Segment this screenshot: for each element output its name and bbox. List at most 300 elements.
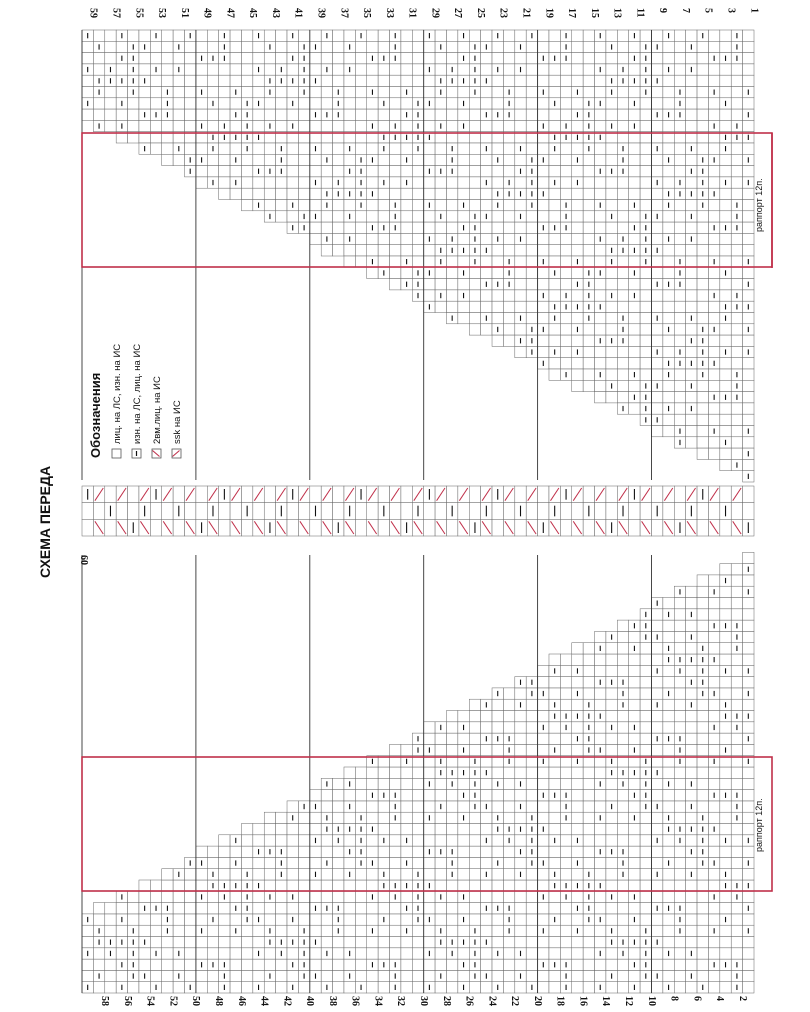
stitch-cell <box>595 41 606 52</box>
stitch-cell <box>538 733 549 744</box>
stitch-cell <box>173 75 184 86</box>
stitch-cell <box>651 914 662 925</box>
row-number-even: 10 <box>645 996 657 1006</box>
stitch-cell <box>344 109 355 120</box>
stitch-cell <box>606 324 617 335</box>
stitch-cell <box>344 857 355 868</box>
stitch-cell <box>538 846 549 857</box>
stitch-cell <box>606 914 617 925</box>
stitch-cell <box>720 188 731 199</box>
stitch-cell <box>549 903 560 914</box>
stitch-cell <box>617 959 628 970</box>
stitch-cell <box>674 380 685 391</box>
stitch-cell <box>560 733 571 744</box>
stitch-cell <box>526 313 537 324</box>
stitch-cell <box>321 177 332 188</box>
stitch-cell <box>241 188 252 199</box>
stitch-cell <box>651 188 662 199</box>
stitch-cell <box>321 937 332 948</box>
stitch-cell <box>651 677 662 688</box>
stitch-cell <box>515 925 526 936</box>
row-number-odd: 9 <box>657 8 669 13</box>
stitch-cell <box>640 903 651 914</box>
stitch-cell <box>367 869 378 880</box>
stitch-cell <box>731 869 742 880</box>
stitch-cell <box>731 426 742 437</box>
stitch-cell <box>629 665 640 676</box>
stitch-cell <box>458 154 469 165</box>
stitch-cell <box>105 109 116 120</box>
stitch-cell <box>458 166 469 177</box>
stitch-cell <box>230 98 241 109</box>
stitch-cell <box>401 30 412 41</box>
stitch-cell <box>697 437 708 448</box>
stitch-cell <box>333 970 344 981</box>
row-number-even: 48 <box>213 996 224 1006</box>
stitch-cell <box>572 143 583 154</box>
stitch-cell <box>640 711 651 722</box>
stitch-cell <box>355 41 366 52</box>
stitch-cell <box>583 688 594 699</box>
stitch-cell <box>207 154 218 165</box>
stitch-cell <box>617 369 628 380</box>
stitch-cell <box>412 166 423 177</box>
stitch-cell <box>219 903 230 914</box>
stitch-cell <box>264 880 275 891</box>
stitch-cell <box>435 301 446 312</box>
stitch-cell <box>424 256 435 267</box>
stitch-cell <box>469 846 480 857</box>
stitch-cell <box>606 835 617 846</box>
stitch-cell <box>378 970 389 981</box>
stitch-cell <box>469 744 480 755</box>
stitch-cell <box>196 970 207 981</box>
stitch-cell <box>344 835 355 846</box>
stitch-cell <box>253 937 264 948</box>
stitch-cell <box>287 154 298 165</box>
stitch-cell <box>424 790 435 801</box>
stitch-cell <box>378 937 389 948</box>
stitch-cell <box>355 222 366 233</box>
stitch-cell <box>640 869 651 880</box>
stitch-cell <box>344 177 355 188</box>
stitch-cell <box>367 778 378 789</box>
stitch-cell <box>583 790 594 801</box>
stitch-cell <box>560 313 571 324</box>
stitch-cell <box>378 801 389 812</box>
stitch-cell <box>674 699 685 710</box>
stitch-cell <box>595 87 606 98</box>
stitch-cell <box>503 880 514 891</box>
stitch-cell <box>412 200 423 211</box>
stitch-cell <box>469 699 480 710</box>
stitch-cell <box>731 177 742 188</box>
row-number-even: 12 <box>623 996 634 1006</box>
stitch-cell <box>355 925 366 936</box>
stitch-cell <box>333 891 344 902</box>
stitch-cell <box>640 346 651 357</box>
stitch-cell <box>731 654 742 665</box>
stitch-cell <box>367 767 378 778</box>
stitch-cell <box>640 200 651 211</box>
stitch-cell <box>458 177 469 188</box>
stitch-cell <box>674 369 685 380</box>
stitch-cell <box>526 267 537 278</box>
stitch-cell <box>344 812 355 823</box>
stitch-cell <box>185 87 196 98</box>
stitch-cell <box>230 64 241 75</box>
stitch-cell <box>401 824 412 835</box>
stitch-cell <box>560 744 571 755</box>
legend-title: Обозначения <box>88 372 103 458</box>
stitch-cell <box>446 744 457 755</box>
stitch-cell <box>595 324 606 335</box>
stitch-cell <box>720 448 731 459</box>
stitch-cell <box>378 824 389 835</box>
strip-cell <box>674 486 685 503</box>
stitch-cell <box>731 903 742 914</box>
stitch-cell <box>253 835 264 846</box>
stitch-cell <box>276 891 287 902</box>
stitch-cell <box>549 654 560 665</box>
stitch-cell <box>674 154 685 165</box>
stitch-cell <box>150 120 161 131</box>
stitch-cell <box>549 256 560 267</box>
stitch-cell <box>572 654 583 665</box>
stitch-cell <box>515 154 526 165</box>
stitch-cell <box>583 846 594 857</box>
stitch-cell <box>697 109 708 120</box>
stitch-cell <box>560 824 571 835</box>
strip-cell <box>264 503 275 520</box>
stitch-cell <box>264 154 275 165</box>
stitch-cell <box>276 959 287 970</box>
stitch-cell <box>720 120 731 131</box>
stitch-cell <box>640 688 651 699</box>
stitch-cell <box>446 211 457 222</box>
stitch-cell <box>743 801 754 812</box>
stitch-cell <box>253 109 264 120</box>
stitch-cell <box>640 267 651 278</box>
stitch-cell <box>321 53 332 64</box>
stitch-cell <box>606 188 617 199</box>
stitch-cell <box>264 177 275 188</box>
stitch-cell <box>629 188 640 199</box>
stitch-cell <box>435 109 446 120</box>
stitch-cell <box>253 824 264 835</box>
stitch-cell <box>697 143 708 154</box>
stitch-cell <box>572 778 583 789</box>
stitch-cell <box>321 914 332 925</box>
stitch-cell <box>617 801 628 812</box>
stitch-cell <box>355 64 366 75</box>
stitch-cell <box>686 98 697 109</box>
row-number-even: 28 <box>440 996 452 1006</box>
stitch-cell <box>606 744 617 755</box>
stitch-cell <box>367 30 378 41</box>
stitch-cell <box>572 948 583 959</box>
stitch-cell <box>743 948 754 959</box>
stitch-cell <box>469 835 480 846</box>
stitch-cell <box>606 98 617 109</box>
stitch-cell <box>572 64 583 75</box>
stitch-cell <box>686 598 697 609</box>
stitch-cell <box>595 857 606 868</box>
stitch-cell <box>708 609 719 620</box>
stitch-cell <box>458 948 469 959</box>
stitch-cell <box>139 959 150 970</box>
stitch-cell <box>720 982 731 993</box>
stitch-cell <box>310 824 321 835</box>
stitch-cell <box>412 857 423 868</box>
stitch-cell <box>333 154 344 165</box>
stitch-cell <box>674 948 685 959</box>
stitch-cell <box>697 722 708 733</box>
stitch-cell <box>458 711 469 722</box>
stitch-cell <box>731 677 742 688</box>
stitch-cell <box>651 301 662 312</box>
stitch-cell <box>412 30 423 41</box>
stitch-cell <box>583 335 594 346</box>
stitch-cell <box>674 631 685 642</box>
stitch-cell <box>663 620 674 631</box>
stitch-cell <box>333 75 344 86</box>
stitch-cell <box>583 211 594 222</box>
stitch-cell <box>538 200 549 211</box>
stitch-cell <box>390 154 401 165</box>
stitch-cell <box>686 903 697 914</box>
stitch-cell <box>515 177 526 188</box>
strip-cell <box>241 486 252 503</box>
strip-cell <box>583 519 594 536</box>
stitch-cell <box>651 620 662 631</box>
stitch-cell <box>595 959 606 970</box>
stitch-cell <box>492 41 503 52</box>
stitch-cell <box>207 87 218 98</box>
stitch-cell <box>743 552 754 563</box>
stitch-cell <box>743 403 754 414</box>
strip-cell <box>538 486 549 503</box>
stitch-cell <box>503 857 514 868</box>
stitch-cell <box>686 790 697 801</box>
stitch-cell <box>549 925 560 936</box>
stitch-cell <box>617 631 628 642</box>
stitch-cell <box>355 880 366 891</box>
stitch-cell <box>310 959 321 970</box>
stitch-cell <box>708 665 719 676</box>
stitch-cell <box>686 880 697 891</box>
row-number-even: 34 <box>372 996 384 1006</box>
stitch-cell <box>424 177 435 188</box>
stitch-cell <box>287 903 298 914</box>
stitch-cell <box>82 53 93 64</box>
stitch-cell <box>674 313 685 324</box>
stitch-cell <box>276 824 287 835</box>
stitch-cell <box>503 53 514 64</box>
stitch-cell <box>572 200 583 211</box>
stitch-cell <box>333 53 344 64</box>
stitch-cell <box>731 857 742 868</box>
stitch-cell <box>424 120 435 131</box>
stitch-cell <box>720 722 731 733</box>
stitch-cell <box>412 767 423 778</box>
stitch-cell <box>686 767 697 778</box>
stitch-cell <box>572 970 583 981</box>
stitch-cell <box>640 313 651 324</box>
stitch-cell <box>321 891 332 902</box>
stitch-cell <box>401 869 412 880</box>
stitch-cell <box>355 767 366 778</box>
stitch-cell <box>355 869 366 880</box>
stitch-cell <box>674 767 685 778</box>
stitch-cell <box>640 812 651 823</box>
stitch-cell <box>82 109 93 120</box>
stitch-cell <box>617 891 628 902</box>
stitch-cell <box>390 109 401 120</box>
stitch-cell <box>264 109 275 120</box>
stitch-cell <box>424 869 435 880</box>
stitch-cell <box>663 801 674 812</box>
stitch-cell <box>674 301 685 312</box>
row-number-odd: 45 <box>247 8 259 18</box>
stitch-cell <box>663 665 674 676</box>
stitch-cell <box>469 120 480 131</box>
stitch-cell <box>139 120 150 131</box>
stitch-cell <box>378 154 389 165</box>
stitch-cell <box>333 120 344 131</box>
stitch-cell <box>606 301 617 312</box>
stitch-cell <box>708 414 719 425</box>
stitch-cell <box>595 346 606 357</box>
stitch-cell <box>538 914 549 925</box>
strip-cell <box>560 503 571 520</box>
stitch-cell <box>708 970 719 981</box>
stitch-cell <box>743 824 754 835</box>
stitch-cell <box>663 346 674 357</box>
stitch-cell <box>697 120 708 131</box>
stitch-cell <box>503 959 514 970</box>
stitch-cell <box>708 75 719 86</box>
stitch-cell <box>708 403 719 414</box>
stitch-cell <box>663 41 674 52</box>
stitch-cell <box>708 598 719 609</box>
stitch-cell <box>640 358 651 369</box>
stitch-cell <box>276 30 287 41</box>
stitch-cell <box>390 143 401 154</box>
stitch-cell <box>538 211 549 222</box>
stitch-cell <box>663 722 674 733</box>
stitch-cell <box>708 744 719 755</box>
stitch-cell <box>674 143 685 154</box>
stitch-cell <box>424 970 435 981</box>
stitch-cell <box>651 711 662 722</box>
stitch-cell <box>629 64 640 75</box>
stitch-cell <box>674 790 685 801</box>
stitch-cell <box>606 346 617 357</box>
stitch-cell <box>595 925 606 936</box>
stitch-cell <box>743 166 754 177</box>
stitch-cell <box>503 688 514 699</box>
stitch-cell <box>481 824 492 835</box>
stitch-cell <box>526 699 537 710</box>
stitch-cell <box>367 75 378 86</box>
stitch-cell <box>196 846 207 857</box>
stitch-cell <box>606 824 617 835</box>
stitch-cell <box>674 982 685 993</box>
stitch-cell <box>686 982 697 993</box>
stitch-cell <box>481 711 492 722</box>
stitch-cell <box>720 256 731 267</box>
stitch-cell <box>503 699 514 710</box>
stitch-cell <box>401 245 412 256</box>
stitch-cell <box>253 120 264 131</box>
stitch-cell <box>743 369 754 380</box>
row-number-even: 6 <box>691 996 703 1001</box>
stitch-cell <box>743 41 754 52</box>
stitch-cell <box>241 64 252 75</box>
row-number-even: 4 <box>714 996 726 1001</box>
stitch-cell <box>526 778 537 789</box>
strip-cell <box>629 503 640 520</box>
stitch-cell <box>595 120 606 131</box>
stitch-cell <box>708 778 719 789</box>
stitch-cell <box>583 801 594 812</box>
stitch-cell <box>344 982 355 993</box>
stitch-cell <box>412 154 423 165</box>
strip-cell <box>526 503 537 520</box>
stitch-cell <box>481 98 492 109</box>
stitch-cell <box>743 358 754 369</box>
stitch-cell <box>492 711 503 722</box>
stitch-cell <box>230 30 241 41</box>
strip-cell <box>116 503 127 520</box>
stitch-cell <box>640 143 651 154</box>
stitch-cell <box>424 143 435 154</box>
stitch-cell <box>492 914 503 925</box>
stitch-cell <box>162 970 173 981</box>
stitch-cell <box>196 948 207 959</box>
stitch-cell <box>617 790 628 801</box>
stitch-cell <box>173 914 184 925</box>
stitch-cell <box>606 53 617 64</box>
stitch-cell <box>538 313 549 324</box>
stitch-cell <box>412 812 423 823</box>
stitch-cell <box>435 744 446 755</box>
stitch-cell <box>264 188 275 199</box>
strip-cell <box>720 519 731 536</box>
stitch-cell <box>708 335 719 346</box>
strip-cell <box>469 486 480 503</box>
stitch-cell <box>629 346 640 357</box>
stitch-cell <box>367 937 378 948</box>
stitch-cell <box>560 109 571 120</box>
stitch-cell <box>526 41 537 52</box>
stitch-cell <box>583 767 594 778</box>
strip-cell <box>697 503 708 520</box>
stitch-cell <box>538 335 549 346</box>
stitch-cell <box>412 177 423 188</box>
stitch-cell <box>651 824 662 835</box>
strip-cell <box>731 503 742 520</box>
stitch-cell <box>720 857 731 868</box>
stitch-cell <box>651 358 662 369</box>
stitch-cell <box>560 166 571 177</box>
stitch-cell <box>663 970 674 981</box>
stitch-cell <box>367 211 378 222</box>
stitch-cell <box>185 41 196 52</box>
stitch-cell <box>150 925 161 936</box>
stitch-cell <box>333 233 344 244</box>
